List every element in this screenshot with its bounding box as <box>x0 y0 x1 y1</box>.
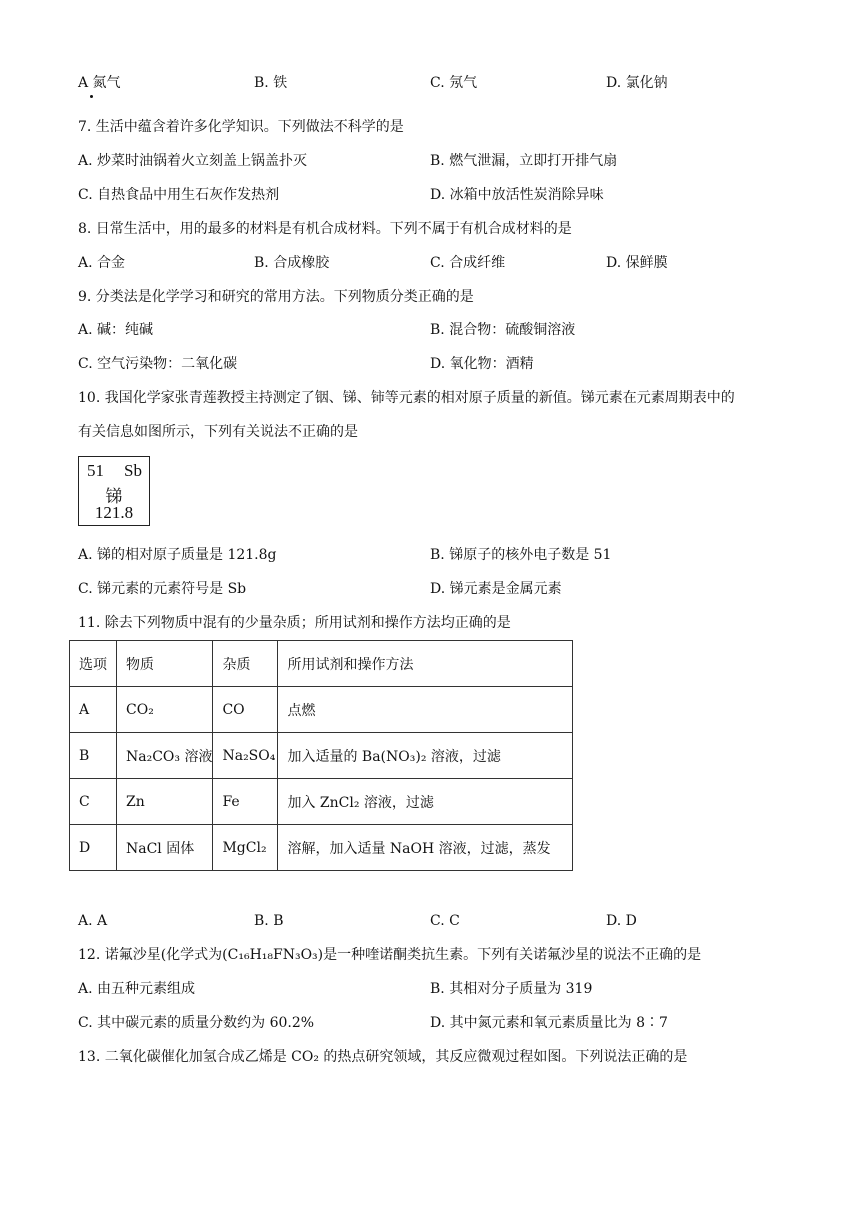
q7-stem: 7. 生活中蕴含着许多化学知识。下列做法不科学的是 <box>78 119 404 135</box>
cell-method: 加入适量的 Ba(NO₃)₂ 溶液，过滤 <box>278 733 573 779</box>
q10-option-c: C. 锑元素的元素符号是 Sb <box>78 581 247 597</box>
q7-option-d: D. 冰箱中放活性炭消除异味 <box>430 187 604 203</box>
q6-option-c: C. 氖气 <box>430 75 478 91</box>
q9-option-d: D. 氧化物：酒精 <box>430 356 534 372</box>
cell-option: D <box>70 825 117 871</box>
q9-option-c: C. 空气污染物：二氧化碳 <box>78 356 238 372</box>
q7-option-b: B. 燃气泄漏，立即打开排气扇 <box>430 153 618 169</box>
header-substance: 物质 <box>117 641 213 687</box>
cell-substance: NaCl 固体 <box>117 825 213 871</box>
q9-option-b: B. 混合物：硫酸铜溶液 <box>430 322 576 338</box>
cell-impurity: Fe <box>213 779 278 825</box>
q11-option-c: C. C <box>430 913 460 929</box>
q11-option-b: B. B <box>254 913 284 929</box>
q8-stem: 8. 日常生活中，用的最多的材料是有机合成材料。下列不属于有机合成材料的是 <box>78 221 572 237</box>
cell-option: B <box>70 733 117 779</box>
table-row <box>70 687 573 733</box>
q13-stem: 13. 二氧化碳催化加氢合成乙烯是 CO₂ 的热点研究领域，其反应微观过程如图。下列说法正确的是 <box>78 1049 688 1065</box>
element-symbol: Sb <box>124 461 142 480</box>
q8-option-c: C. 合成纤维 <box>430 255 506 271</box>
cell-impurity: CO <box>213 687 278 733</box>
q6-option-a: A 氮气 <box>78 75 121 91</box>
q11-stem: 11. 除去下列物质中混有的少量杂质；所用试剂和操作方法均正确的是 <box>78 615 511 631</box>
emphasis-dot <box>90 95 93 98</box>
cell-substance: Na₂CO₃ 溶液 <box>117 733 213 779</box>
cell-impurity: MgCl₂ <box>213 825 278 871</box>
q8-option-a: A. 合金 <box>78 255 126 271</box>
q12-option-d: D. 其中氮元素和氧元素质量比为 8∶7 <box>430 1015 668 1031</box>
q8-option-d: D. 保鲜膜 <box>606 255 668 271</box>
header-option: 选项 <box>70 641 117 687</box>
q10-stem-line1: 10. 我国化学家张青莲教授主持测定了铟、锑、铈等元素的相对原子质量的新值。锑元素在元素周期表中的 <box>78 390 735 406</box>
q9-option-a: A. 碱：纯碱 <box>78 322 154 338</box>
q11-option-a: A. A <box>78 913 108 929</box>
header-method: 所用试剂和操作方法 <box>278 641 573 687</box>
q10-option-a: A. 锑的相对原子质量是 121.8g <box>78 547 277 563</box>
cell-impurity: Na₂SO₄ <box>213 733 278 779</box>
q7-option-c: C. 自热食品中用生石灰作发热剂 <box>78 187 280 203</box>
q9-stem: 9. 分类法是化学学习和研究的常用方法。下列物质分类正确的是 <box>78 289 474 305</box>
table-row <box>70 825 573 871</box>
element-name: 锑 <box>105 487 123 506</box>
q10-stem-line2: 有关信息如图所示，下列有关说法不正确的是 <box>78 424 358 440</box>
cell-substance: CO₂ <box>117 687 213 733</box>
q6-option-b: B. 铁 <box>254 75 288 91</box>
cell-method: 点燃 <box>278 687 573 733</box>
element-card-antimony <box>78 456 150 526</box>
impurity-table <box>69 640 573 871</box>
q12-stem: 12. 诺氟沙星(化学式为(C₁₆H₁₈FN₃O₃)是一种喹诺酮类抗生素。下列有关诺氟沙星的说法不正确的是 <box>78 947 702 963</box>
q12-option-a: A. 由五种元素组成 <box>78 981 196 997</box>
q11-option-d: D. D <box>606 913 637 929</box>
q6-option-d: D. 氯化钠 <box>606 75 668 91</box>
table-row <box>70 733 573 779</box>
table-row <box>70 779 573 825</box>
cell-method: 溶解，加入适量 NaOH 溶液，过滤，蒸发 <box>278 825 573 871</box>
header-impurity: 杂质 <box>213 641 278 687</box>
q7-option-a: A. 炒菜时油锅着火立刻盖上锅盖扑灭 <box>78 153 308 169</box>
cell-option: C <box>70 779 117 825</box>
element-number: 51 <box>87 461 104 480</box>
q10-option-b: B. 锑原子的核外电子数是 51 <box>430 547 612 563</box>
cell-option: A <box>70 687 117 733</box>
q10-option-d: D. 锑元素是金属元素 <box>430 581 562 597</box>
element-mass: 121.8 <box>94 503 134 522</box>
cell-method: 加入 ZnCl₂ 溶液，过滤 <box>278 779 573 825</box>
q12-option-c: C. 其中碳元素的质量分数约为 60.2% <box>78 1015 315 1031</box>
cell-substance: Zn <box>117 779 213 825</box>
q12-option-b: B. 其相对分子质量为 319 <box>430 981 593 997</box>
q8-option-b: B. 合成橡胶 <box>254 255 330 271</box>
table-header-row <box>70 641 573 687</box>
